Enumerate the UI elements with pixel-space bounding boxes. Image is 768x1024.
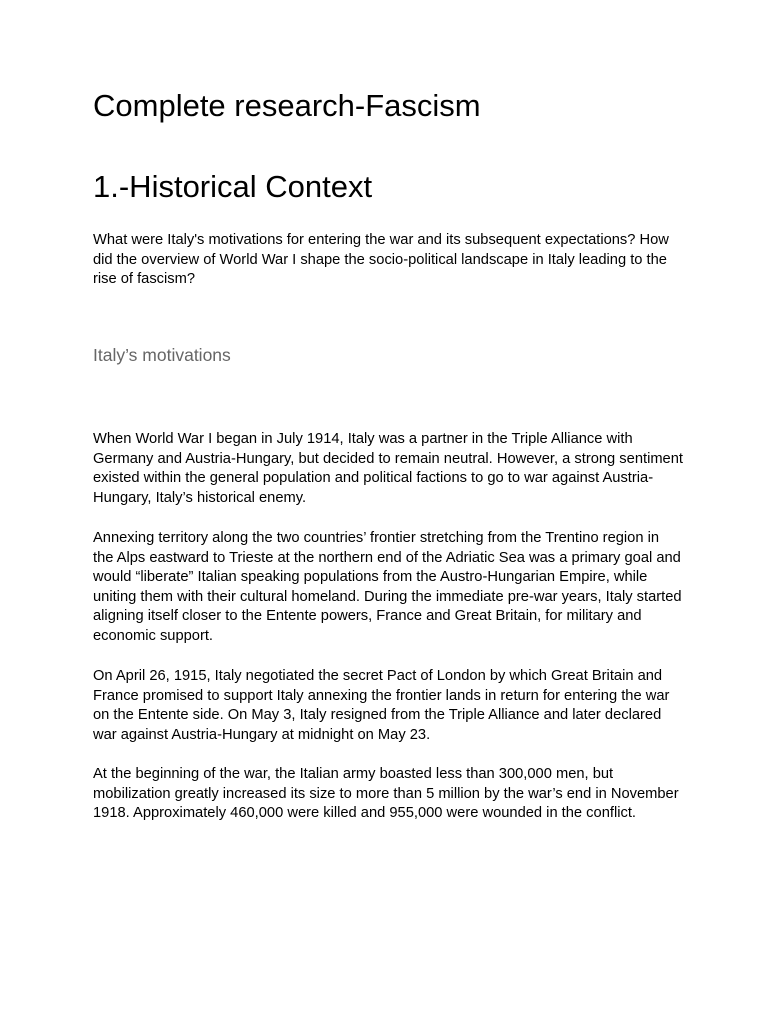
document-title: Complete research-Fascism <box>93 88 481 123</box>
paragraph: At the beginning of the war, the Italian army boasted less than 300,000 men, but mobilization greatly increased its size to more than 5 million by the war’s end in November 1918. Approximately 460,000 were killed and 955,000 were wounded in the conflict. <box>93 766 679 821</box>
research-questions: What were Italy's motivations for entering the war and its subsequent expectations? How did the overview of World War I shape the socio-political landscape in Italy leading to the rise of fascism? <box>93 232 669 287</box>
paragraph: On April 26, 1915, Italy negotiated the secret Pact of London by which Great Britain and France promised to support Italy annexing the frontier lands in return for entering the war on the Entente side. On May 3, Italy resigned from the Triple Alliance and later declared war against Austria-Hungary at midnight on May 23. <box>93 668 670 743</box>
subheading: Italy’s motivations <box>93 345 231 365</box>
paragraph: When World War I began in July 1914, Italy was a partner in the Triple Alliance with Germany and Austria-Hungary, but decided to remain neutral. However, a strong sentiment existed within the general population and political factions to go to war against Austria-Hungary, Italy’s historical enemy. <box>93 431 683 506</box>
paragraph: Annexing territory along the two countries’ frontier stretching from the Trentino region in the Alps eastward to Trieste at the northern end of the Adriatic Sea was a primary goal and would “liberate” Italian speaking populations from the Austro-Hungarian Empire, while uniting them with their cultural homeland. During the immediate pre-war years, Italy started aligning itself closer to the Entente powers, France and Great Britain, for military and economic support. <box>93 530 682 644</box>
section-heading: 1.-Historical Context <box>93 169 373 204</box>
